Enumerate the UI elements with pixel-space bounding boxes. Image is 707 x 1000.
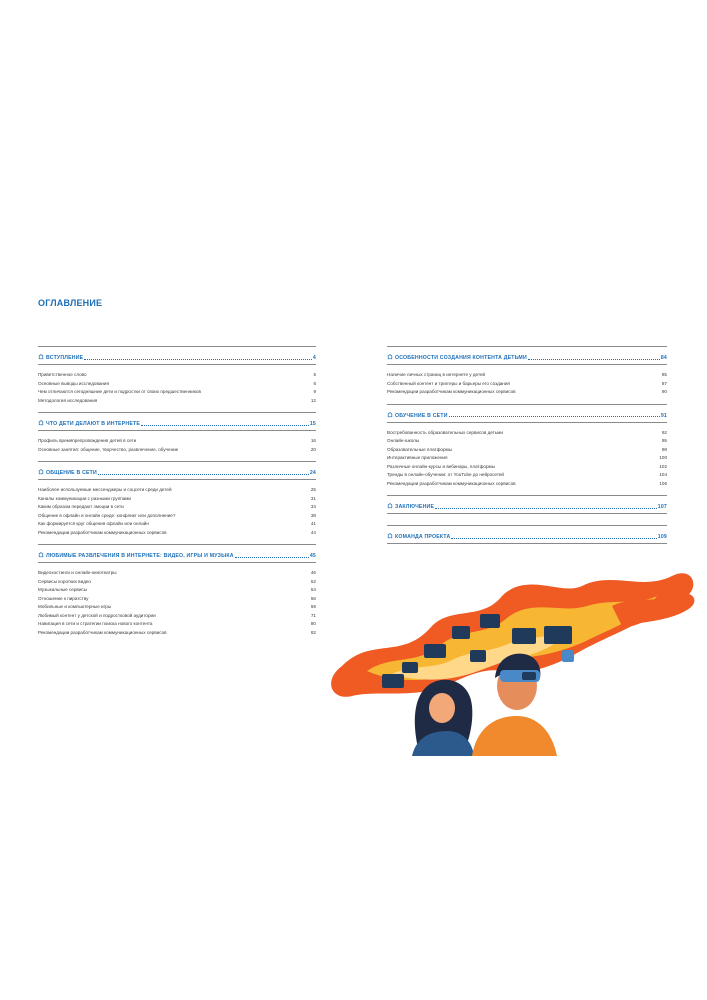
screen-icon (402, 662, 418, 673)
toc-item-page-number: 98 (661, 446, 667, 452)
toc-item-page-number: 104 (659, 472, 667, 477)
toc-left-column (38, 346, 316, 644)
section-page-number: 84 (660, 355, 667, 361)
section-title: ЛЮБИМЫЕ РАЗВЛЕЧЕНИЯ В ИНТЕРНЕТЕ: ВИДЕО, ИГРЫ И МУЗЫКА (46, 553, 234, 559)
toc-item-list (387, 544, 667, 555)
toc-item-label: Наличие личных страниц в интернете у детей (387, 372, 486, 377)
screen-icon (544, 626, 572, 644)
toc-item-label: Музыкальные сервисы (38, 587, 88, 592)
toc-item-page-number: 5 (313, 372, 316, 377)
toc-item-page-number: 6 (313, 380, 316, 386)
toc-item-label: Видеохостинги и онлайн-кинотеатры (38, 570, 117, 575)
section-page-number: 4 (312, 355, 316, 361)
toc-item[interactable] (38, 586, 316, 595)
toc-item[interactable] (387, 446, 667, 455)
toc-item-label: Интерактивные приложения (387, 455, 448, 460)
toc-section-heading[interactable] (38, 544, 316, 559)
toc-section-heading[interactable] (387, 495, 667, 510)
toc-item[interactable] (387, 454, 667, 463)
toc-section (387, 346, 667, 404)
toc-item-page-number: 102 (659, 463, 667, 469)
toc-section (38, 412, 316, 461)
toc-item[interactable] (38, 371, 316, 380)
toc-section (387, 495, 667, 525)
screen-icon (452, 626, 470, 639)
toc-item[interactable] (38, 397, 316, 406)
toc-item[interactable] (387, 437, 667, 446)
toc-item-list (387, 365, 667, 404)
toc-section (387, 404, 667, 496)
toc-item[interactable] (38, 495, 316, 504)
toc-item-list (38, 365, 316, 412)
toc-item-label: Основные выводы исследования (38, 380, 109, 386)
section-bullet-icon (38, 354, 44, 360)
toc-item-label: Востребованность образовательных сервисов детьми (387, 429, 503, 435)
toc-item-list (387, 423, 667, 496)
section-bullet-icon (387, 412, 393, 418)
toc-item-label: Приветственное слово (38, 372, 87, 377)
toc-section-heading[interactable] (38, 346, 316, 361)
toc-item[interactable] (38, 388, 316, 397)
toc-item-page-number: 31 (310, 495, 316, 501)
toc-item[interactable] (38, 486, 316, 495)
section-bullet-icon (387, 503, 393, 509)
toc-item-label: Каналы коммуникации с разными группами (38, 495, 131, 501)
section-page-number: 15 (309, 421, 316, 427)
toc-item-page-number: 38 (310, 512, 316, 518)
screen-icon (424, 644, 446, 658)
toc-item-label: Как формируется круг общения офлайн или онлайн (38, 521, 149, 526)
toc-item-page-number: 41 (310, 521, 316, 526)
toc-item[interactable] (38, 512, 316, 521)
toc-item-label: Каким образом передают эмоции в сети (38, 504, 124, 509)
toc-item-page-number: 20 (310, 446, 316, 452)
toc-item[interactable] (38, 578, 316, 587)
toc-section-heading[interactable] (38, 461, 316, 476)
toc-item-label: Собственный контент и триггеры и барьеры его создания (387, 380, 510, 386)
section-bullet-icon (387, 533, 393, 539)
toc-section-heading[interactable] (387, 525, 667, 540)
toc-item-label: Онлайн-школы (387, 438, 420, 443)
toc-item-page-number: 16 (310, 438, 316, 443)
toc-item-label: Профиль времяпрепровождения детей в сети (38, 438, 137, 443)
toc-item-page-number: 9 (313, 389, 316, 394)
section-bullet-icon (387, 354, 393, 360)
toc-item[interactable] (38, 503, 316, 512)
toc-item-page-number: 71 (310, 612, 316, 618)
toc-section-heading[interactable] (387, 404, 667, 419)
boy-body (472, 716, 557, 756)
toc-item-list (38, 480, 316, 544)
toc-item[interactable] (38, 446, 316, 455)
toc-item[interactable] (38, 620, 316, 629)
toc-item-list (38, 431, 316, 461)
toc-item-page-number: 106 (659, 480, 667, 486)
toc-item-list (38, 563, 316, 644)
toc-item[interactable] (38, 612, 316, 621)
toc-item[interactable] (387, 388, 667, 397)
toc-item[interactable] (38, 603, 316, 612)
toc-right-column (387, 346, 667, 555)
dot-leader (84, 359, 312, 360)
kids-flame-illustration (312, 566, 702, 756)
toc-item-page-number: 44 (310, 529, 316, 535)
toc-item-page-number: 95 (661, 438, 667, 443)
toc-item-label: Рекомендации разработчикам коммуникационных сервисов (387, 389, 516, 394)
section-page-number: 45 (309, 553, 316, 559)
section-title: ОБЩЕНИЕ В СЕТИ (46, 470, 97, 476)
toc-item-label: Мобильные и компьютерные игры (38, 604, 112, 609)
section-title: КОМАНДА ПРОЕКТА (395, 534, 451, 540)
section-title: ЧТО ДЕТИ ДЕЛАЮТ В ИНТЕРНЕТЕ (46, 421, 141, 427)
toc-item[interactable] (387, 429, 667, 438)
section-page-number: 107 (657, 504, 667, 510)
toc-item-label: Методология исследования (38, 397, 98, 403)
toc-item-label: Основные занятия: общение, творчество, развлечение, обучение (38, 446, 179, 452)
toc-item-page-number: 92 (661, 429, 667, 435)
dot-leader (98, 474, 309, 475)
screen-icon (562, 650, 574, 662)
section-bullet-icon (38, 420, 44, 426)
toc-section (38, 544, 316, 644)
toc-item-page-number: 12 (310, 397, 316, 403)
toc-item-page-number: 90 (661, 389, 667, 394)
toc-item[interactable] (387, 380, 667, 389)
toc-item-page-number: 56 (310, 595, 316, 601)
toc-section (387, 525, 667, 555)
toc-item-page-number: 54 (310, 587, 316, 592)
toc-item-label: Навигация в сети и стратегии поиска нового контента (38, 621, 153, 626)
toc-item-label: Образовательные платформы (387, 446, 452, 452)
toc-item-label: Рекомендации разработчикам коммуникационных сервисов (38, 529, 167, 535)
section-bullet-icon (38, 552, 44, 558)
toc-item-page-number: 59 (310, 604, 316, 609)
toc-item[interactable] (38, 595, 316, 604)
dot-leader (451, 538, 656, 539)
toc-item[interactable] (38, 520, 316, 529)
toc-item[interactable] (38, 569, 316, 578)
toc-item[interactable] (387, 463, 667, 472)
toc-item-label: Рекомендации разработчикам коммуникационных сервисов (387, 480, 516, 486)
toc-item-label: Любимый контент у детской и подростковой аудитории (38, 612, 156, 618)
section-title: ВСТУПЛЕНИЕ (46, 355, 84, 361)
toc-item-label: Различные онлайн-курсы и вебинары, платформы (387, 463, 495, 469)
section-title: ОСОБЕННОСТИ СОЗДАНИЯ КОНТЕНТА ДЕТЬМИ (395, 355, 527, 361)
section-title: ЗАКЛЮЧЕНИЕ (395, 504, 435, 510)
toc-section-heading[interactable] (38, 412, 316, 427)
toc-item-page-number: 46 (310, 570, 316, 575)
toc-item-label: Тренды в онлайн-обучении: от YouTube до нейросетей (387, 472, 504, 477)
section-page-number: 24 (309, 470, 316, 476)
toc-item[interactable] (387, 480, 667, 489)
section-page-number: 109 (657, 534, 667, 540)
toc-item[interactable] (38, 437, 316, 446)
dot-leader (235, 557, 309, 558)
dot-leader (141, 425, 309, 426)
toc-item-label: Общение в офлайн и онлайн среде: конфликт или дополнение? (38, 512, 176, 518)
toc-title: ОГЛАВЛЕНИЕ (38, 298, 103, 308)
toc-item-page-number: 87 (661, 380, 667, 386)
toc-item-label: Отношение к пиратству (38, 595, 89, 601)
toc-item-label: Чем отличаются сегодняшние дети и подростки от своих предшественников (38, 389, 201, 394)
toc-item-page-number: 25 (310, 487, 316, 492)
toc-item-page-number: 34 (310, 504, 316, 509)
screen-icon (470, 650, 486, 662)
toc-item-list (387, 514, 667, 525)
toc-item-page-number: 85 (661, 372, 667, 377)
dot-leader (528, 359, 660, 360)
toc-item[interactable] (38, 380, 316, 389)
screen-icon (382, 674, 404, 688)
section-page-number: 91 (660, 412, 667, 419)
dot-leader (449, 416, 660, 417)
dot-leader (435, 508, 657, 509)
toc-section (38, 346, 316, 412)
toc-item-page-number: 100 (659, 455, 667, 460)
toc-item[interactable] (38, 629, 316, 638)
toc-item[interactable] (387, 371, 667, 380)
toc-section-heading[interactable] (387, 346, 667, 361)
toc-item[interactable] (38, 529, 316, 538)
toc-section (38, 461, 316, 544)
screen-icon (512, 628, 536, 644)
girl-face (429, 693, 455, 723)
toc-item[interactable] (387, 471, 667, 480)
toc-item-label: Наиболее используемые мессенджеры и соцсети среди детей (38, 487, 172, 492)
section-title: ОБУЧЕНИЕ В СЕТИ (395, 412, 448, 419)
toc-item-label: Рекомендации разработчикам коммуникационных сервисов (38, 629, 167, 635)
toc-item-page-number: 80 (310, 621, 316, 626)
toc-item-label: Сервисы коротких видео (38, 578, 91, 584)
screen-icon (480, 614, 500, 628)
section-bullet-icon (38, 469, 44, 475)
toc-item-page-number: 82 (310, 629, 316, 635)
toc-item-page-number: 52 (310, 578, 316, 584)
